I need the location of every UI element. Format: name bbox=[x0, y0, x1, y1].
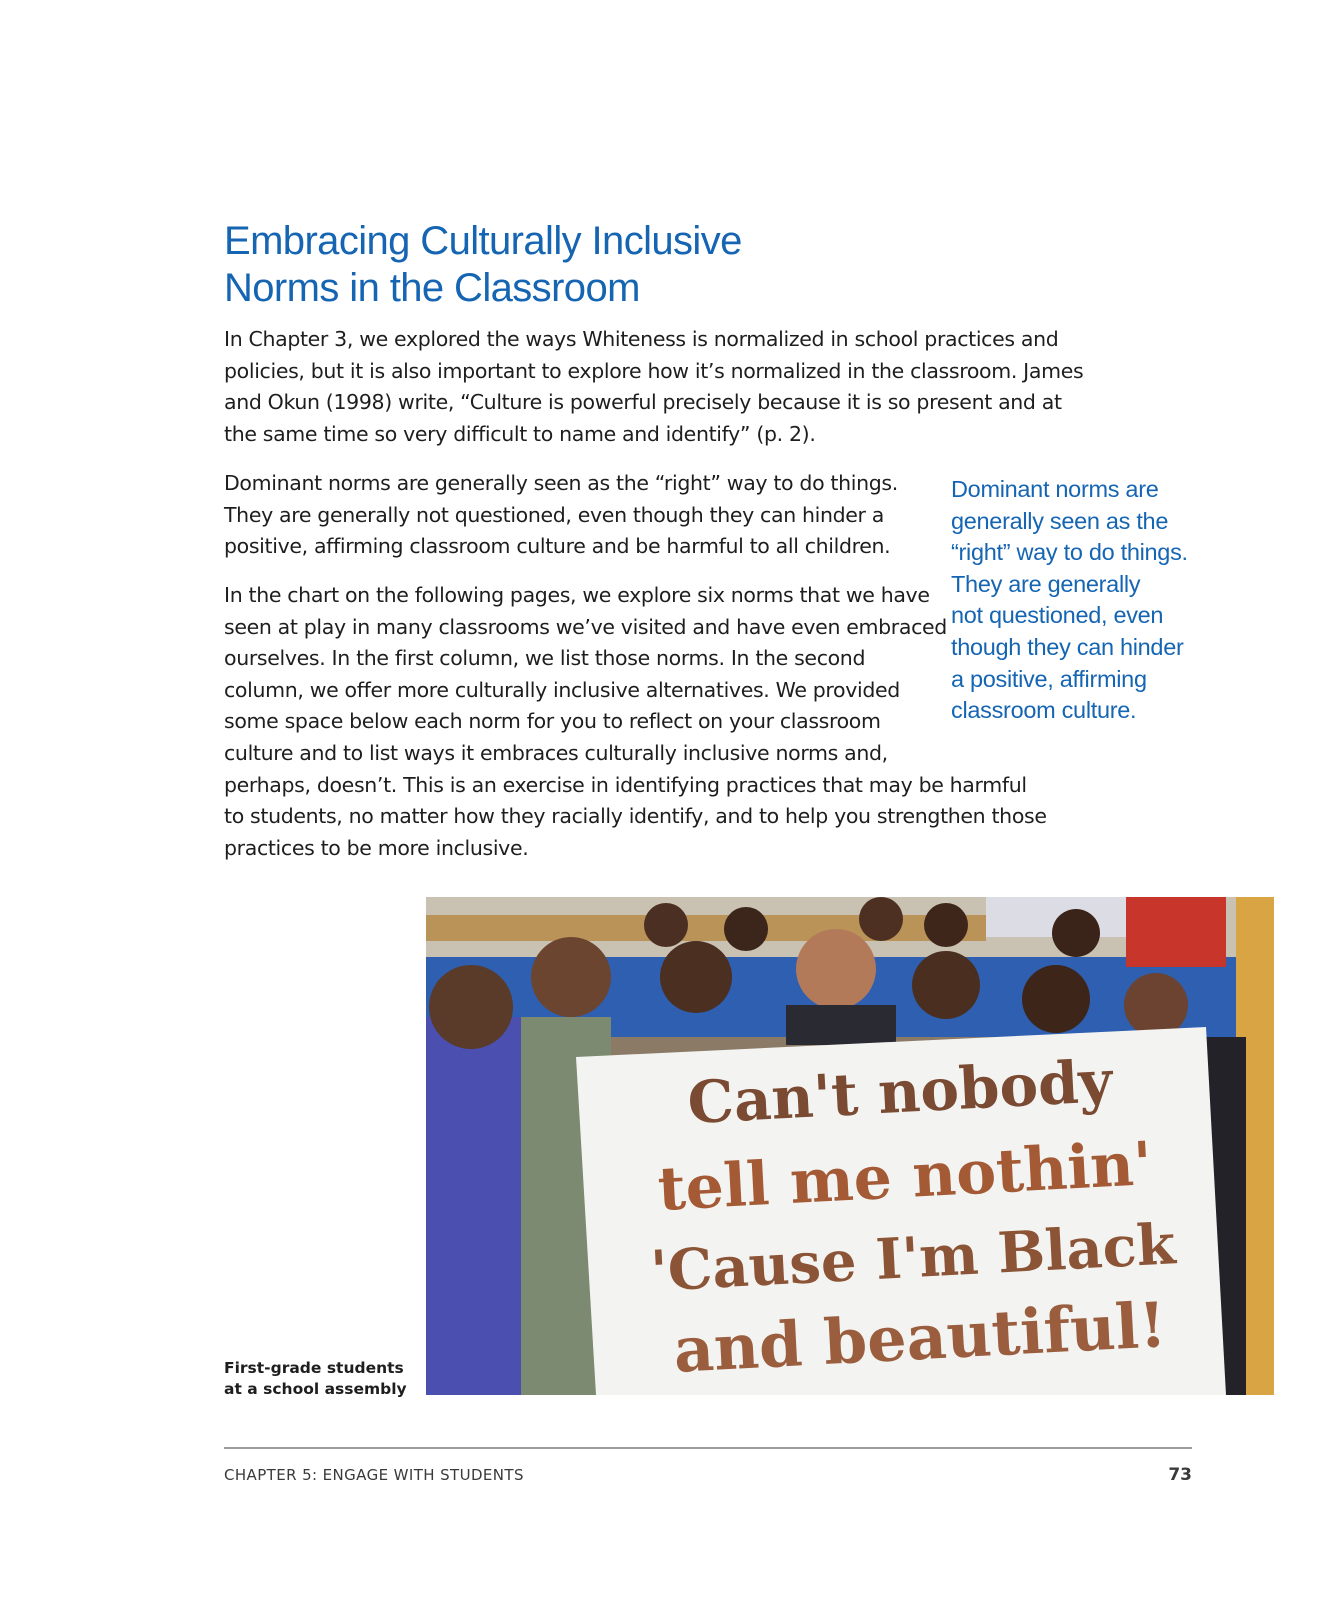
pull-quote-line: They are generally bbox=[951, 570, 1141, 597]
child-head bbox=[429, 965, 513, 1049]
chart-description-paragraph bbox=[224, 580, 1047, 864]
page-number: 73 bbox=[1168, 1465, 1192, 1485]
text-line: some space below each norm for you to reflect on your classroom bbox=[224, 709, 881, 734]
banner-text-line: 'Cause I'm Black bbox=[649, 1211, 1177, 1305]
classroom-photo bbox=[426, 897, 1274, 1395]
banner-text-line: Can't nobody bbox=[685, 1046, 1114, 1138]
text-line: the same time so very difficult to name and identify” (p. 2). bbox=[224, 421, 816, 446]
pull-quote-line: classroom culture. bbox=[951, 697, 1137, 724]
heading-line: Embracing Culturally Inclusive bbox=[224, 219, 742, 263]
child-head bbox=[796, 929, 876, 1009]
heading-line: Norms in the Classroom bbox=[224, 266, 640, 310]
pull-quote-line: not questioned, even bbox=[951, 602, 1164, 629]
text-line: culture and to list ways it embraces culturally inclusive norms and, bbox=[224, 740, 888, 765]
intro-paragraph bbox=[224, 324, 1083, 450]
child-head bbox=[531, 937, 611, 1017]
text-line: positive, affirming classroom culture and be harmful to all children. bbox=[224, 534, 891, 559]
pull-quote-line: generally seen as the bbox=[951, 507, 1169, 534]
pull-quote bbox=[951, 474, 1281, 727]
caption-line: First-grade students bbox=[224, 1359, 404, 1377]
text-line: Dominant norms are generally seen as the “right” way to do things. bbox=[224, 471, 898, 495]
red-jacket bbox=[1126, 897, 1226, 967]
child-head bbox=[912, 951, 980, 1019]
banner-text-line: and beautiful! bbox=[671, 1288, 1168, 1387]
child-head bbox=[1052, 909, 1100, 957]
child-head bbox=[660, 941, 732, 1013]
text-line: ourselves. In the first column, we list those norms. In the second bbox=[224, 646, 866, 671]
text-line: In Chapter 3, we explored the ways Whiteness is normalized in school practices and bbox=[224, 327, 1059, 351]
photo-caption bbox=[224, 1358, 407, 1399]
pull-quote-line: though they can hinder bbox=[951, 633, 1184, 660]
text-line: and Okun (1998) write, “Culture is powerful precisely because it is so present and at bbox=[224, 390, 1062, 415]
text-line: perhaps, doesn’t. This is an exercise in identifying practices that may be harmful bbox=[224, 772, 1027, 797]
text-line: In the chart on the following pages, we explore six norms that we have bbox=[224, 583, 930, 607]
footer-divider bbox=[224, 1447, 1192, 1449]
text-line: practices to be more inclusive. bbox=[224, 835, 529, 860]
dominant-norms-paragraph bbox=[224, 468, 898, 563]
child-head bbox=[859, 897, 903, 941]
child-head bbox=[644, 903, 688, 947]
child-head bbox=[724, 907, 768, 951]
child-head bbox=[924, 903, 968, 947]
text-line: policies, but it is also important to explore how it’s normalized in the classroom. James bbox=[224, 358, 1084, 383]
banner-text-line: tell me nothin' bbox=[656, 1129, 1154, 1225]
section-heading bbox=[224, 218, 984, 312]
pull-quote-line: a positive, affirming bbox=[951, 665, 1147, 692]
text-line: column, we offer more culturally inclusive alternatives. We provided bbox=[224, 677, 900, 702]
text-line: to students, no matter how they racially identify, and to help you strengthen those bbox=[224, 804, 1047, 829]
pull-quote-line: Dominant norms are bbox=[951, 476, 1159, 502]
chapter-label: CHAPTER 5: ENGAGE WITH STUDENTS bbox=[224, 1466, 524, 1484]
child-purple-shirt bbox=[426, 1017, 526, 1395]
child-head bbox=[1124, 973, 1188, 1037]
caption-line: at a school assembly bbox=[224, 1379, 407, 1398]
child-dark-shirt bbox=[786, 1005, 896, 1045]
pull-quote-line: “right” way to do things. bbox=[951, 539, 1188, 566]
text-line: They are generally not questioned, even though they can hinder a bbox=[224, 502, 885, 527]
text-line: seen at play in many classrooms we’ve visited and have even embraced bbox=[224, 614, 947, 639]
photo-illustration bbox=[426, 897, 1274, 1395]
child-head bbox=[1022, 965, 1090, 1033]
